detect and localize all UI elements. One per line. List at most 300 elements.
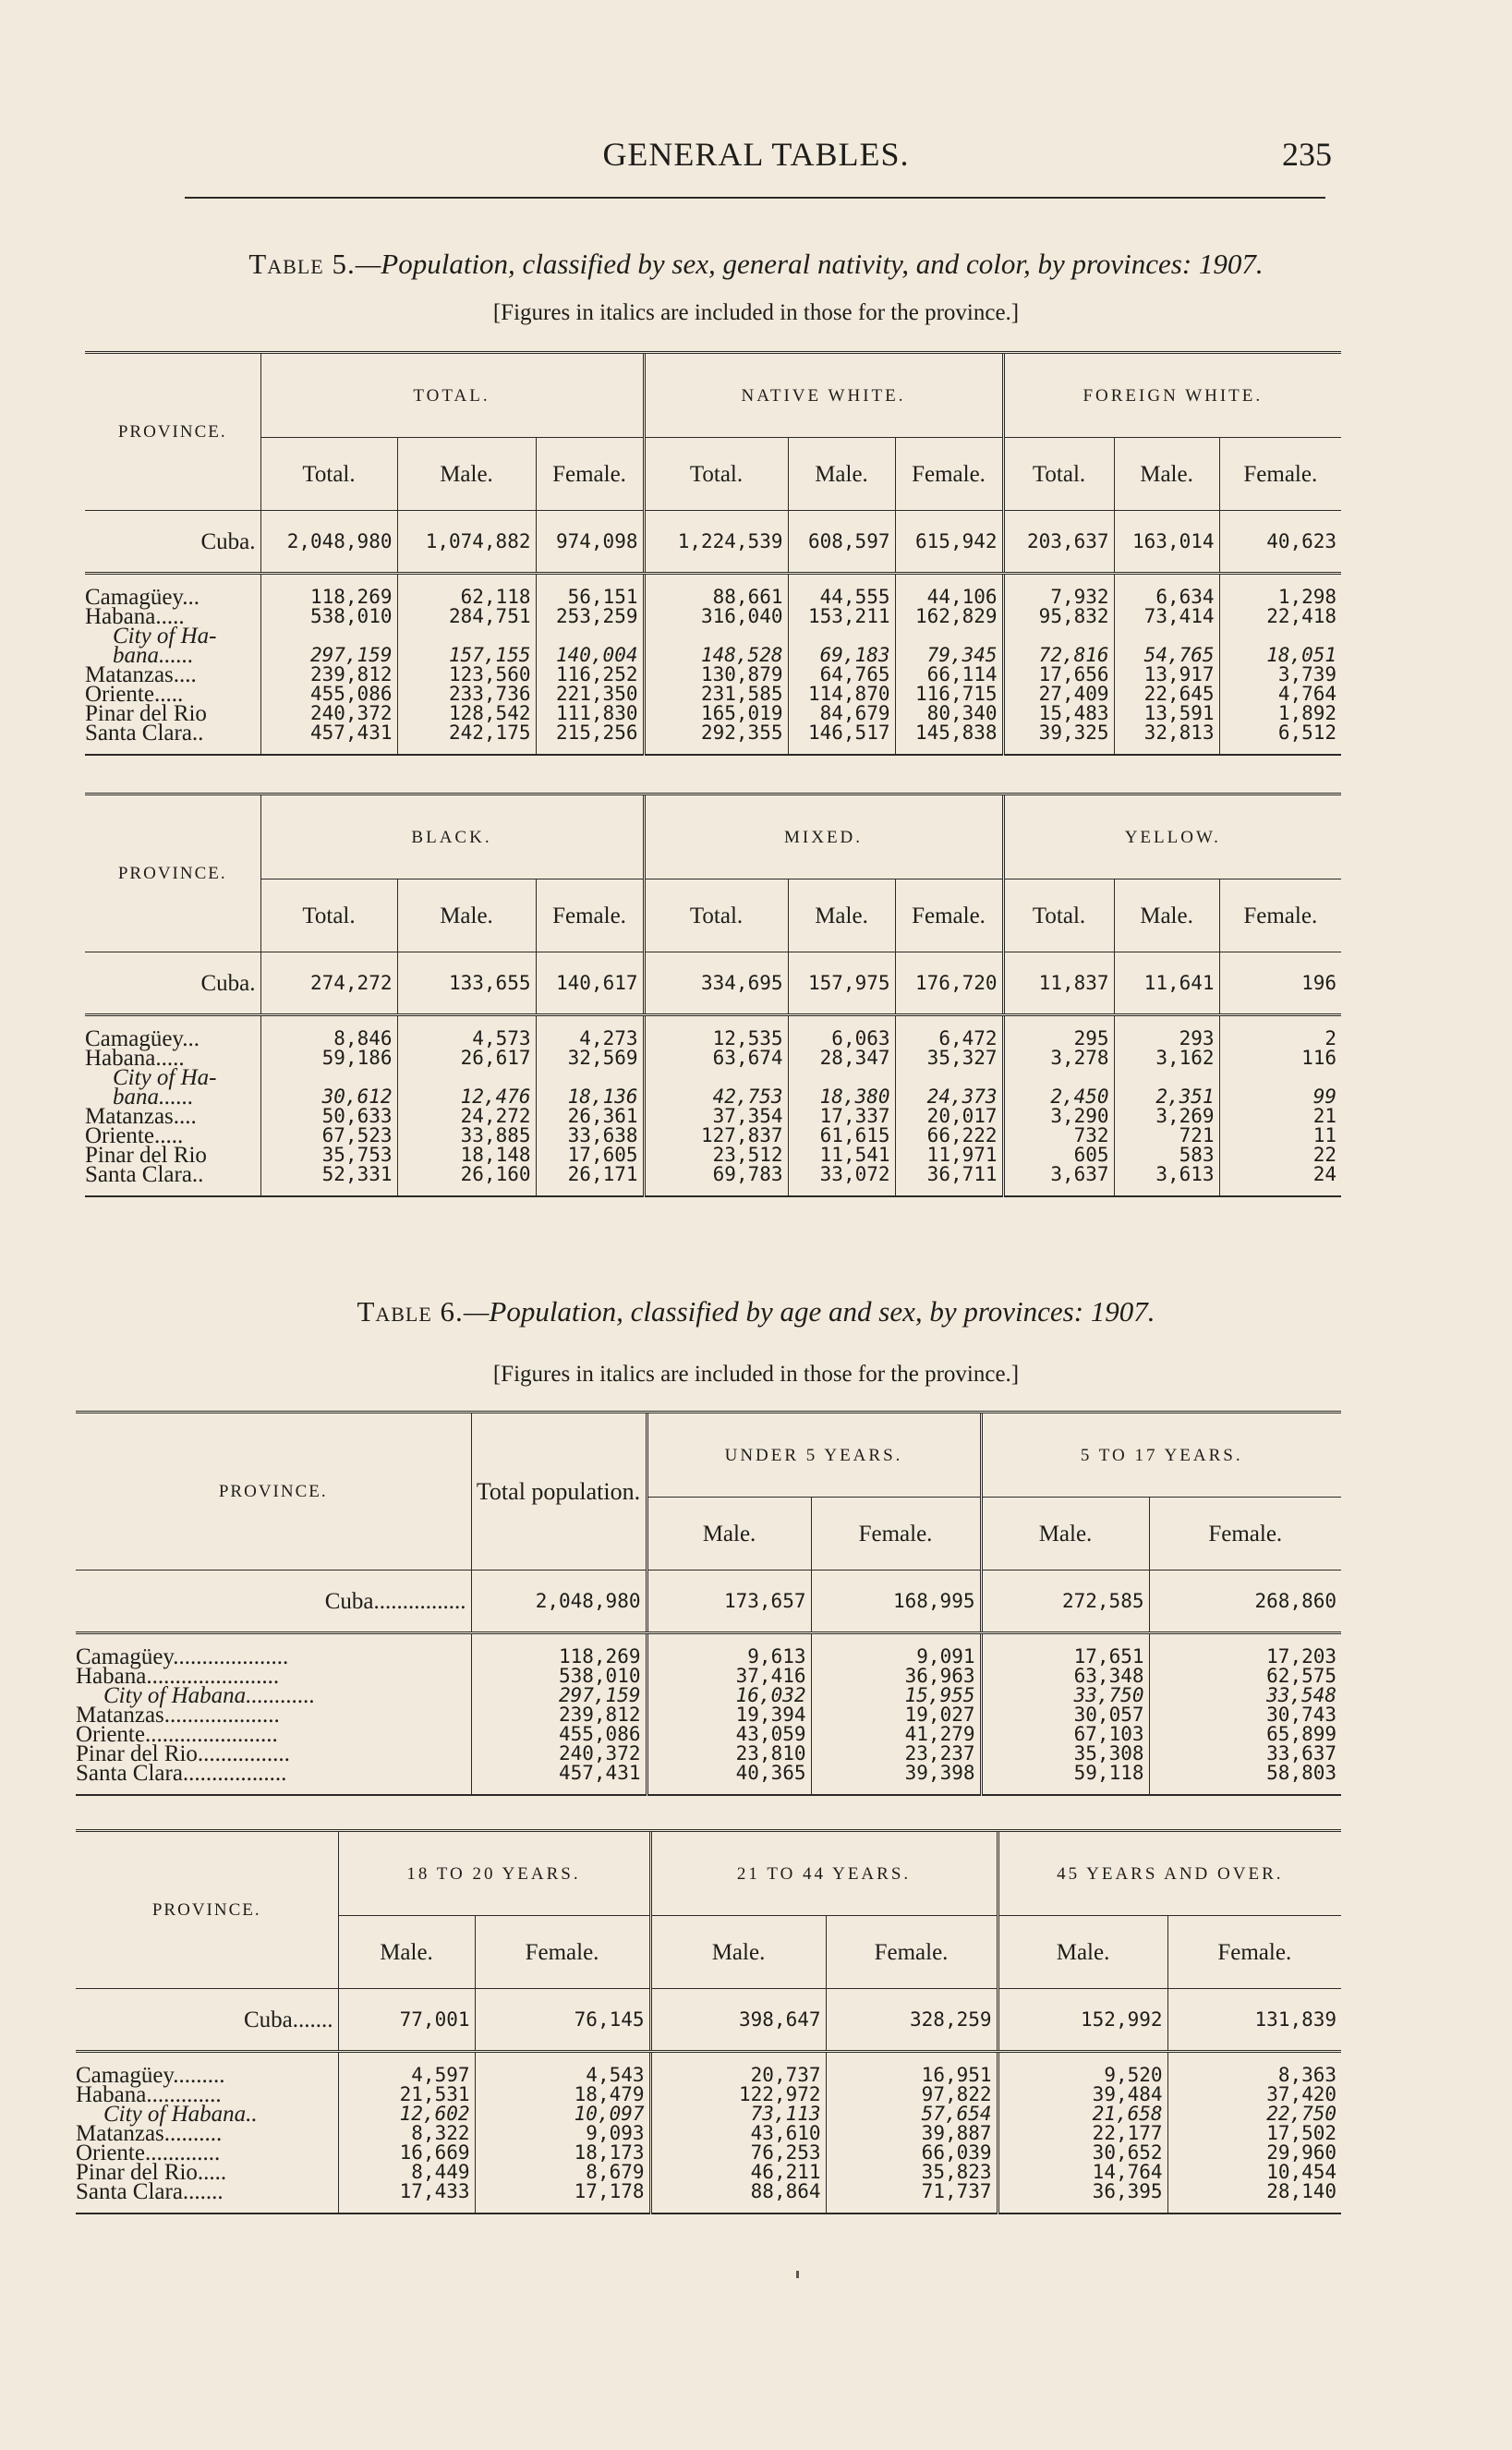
col-header-male: Male. [788, 438, 895, 511]
table-cell: 80,340 [895, 704, 1003, 723]
table-cell: 41,279 [811, 1725, 981, 1744]
table-cell: 14,764 [998, 2163, 1167, 2182]
col-header-male: Male. [981, 1498, 1149, 1571]
table-cell: 43,610 [650, 2124, 826, 2143]
table-cell: 66,039 [826, 2143, 998, 2163]
table-cell: 21,531 [338, 2085, 475, 2104]
col-header-male: Male. [998, 1916, 1167, 1989]
province-name: Cuba................ [76, 1571, 471, 1633]
table-cell: 274,272 [260, 952, 397, 1015]
table-cell: 9,093 [475, 2124, 650, 2143]
table-cell: 36,963 [811, 1667, 981, 1686]
table-cell: 215,256 [536, 723, 644, 755]
head-rule [185, 197, 1325, 199]
table-cell: 32,569 [536, 1049, 644, 1068]
table-row [85, 1015, 1341, 1049]
table-cell: 140,004 [536, 646, 644, 665]
table-cell: 153,211 [788, 607, 895, 626]
table-cell: 118,269 [471, 1633, 647, 1668]
table-cell: 17,502 [1167, 2124, 1341, 2143]
province-name: bana...... [113, 643, 194, 668]
province-name: City of Ha- [113, 624, 217, 649]
province-header: PROVINCE. [76, 1413, 471, 1571]
province-name: Cuba. [85, 511, 260, 574]
province-header: PROVINCE. [85, 794, 260, 952]
province-name: Santa Clara.. [85, 1165, 260, 1196]
table-row [76, 1633, 1341, 1668]
table-cell: 24,373 [895, 1087, 1003, 1107]
table-cell: 233,736 [397, 685, 536, 704]
province-name: Santa Clara....... [76, 2182, 338, 2213]
table-cell: 3,613 [1114, 1165, 1219, 1196]
table-cell: 15,483 [1003, 704, 1114, 723]
group-header-18-to-20: 18 TO 20 YEARS. [338, 1831, 650, 1916]
table-cell [644, 1068, 788, 1087]
table-cell: 76,253 [650, 2143, 826, 2163]
table-cell: 268,860 [1149, 1571, 1341, 1633]
table-cell [1003, 1068, 1114, 1087]
table-cell: 111,830 [536, 704, 644, 723]
table-cell [397, 626, 536, 646]
table-cell: 65,899 [1149, 1725, 1341, 1744]
table-cell: 11,837 [1003, 952, 1114, 1015]
table-cell: 26,171 [536, 1165, 644, 1196]
table-row-cuba [85, 511, 1341, 574]
table-row-cuba [76, 1571, 1341, 1633]
table-cell: 239,812 [471, 1705, 647, 1725]
table-cell: 23,810 [647, 1744, 811, 1764]
table-cell: 62,575 [1149, 1667, 1341, 1686]
table-cell: 328,259 [826, 1989, 998, 2052]
table-cell: 22,750 [1167, 2104, 1341, 2124]
table-cell: 43,059 [647, 1725, 811, 1744]
table-cell: 20,017 [895, 1107, 1003, 1126]
table-cell: 721 [1114, 1126, 1219, 1146]
table-cell: 114,870 [788, 685, 895, 704]
col-header-total: Total. [644, 879, 788, 952]
table-cell: 9,520 [998, 2052, 1167, 2086]
table-cell: 293 [1114, 1015, 1219, 1049]
table-cell: 42,753 [644, 1087, 788, 1107]
province-name: Habana....................... [76, 1664, 280, 1689]
table-row [76, 2143, 1341, 2163]
group-header-black: BLACK. [260, 794, 644, 879]
province-name: Pinar del Rio..... [76, 2160, 227, 2185]
province-name: Cuba....... [76, 1989, 338, 2052]
table6-caption [0, 1295, 1512, 1328]
table-row [85, 574, 1341, 608]
table-row [76, 2124, 1341, 2143]
table-cell: 59,118 [981, 1764, 1149, 1795]
table-cell: 148,528 [644, 646, 788, 665]
table-cell: 4,543 [475, 2052, 650, 2086]
table-cell: 95,832 [1003, 607, 1114, 626]
table-cell: 17,337 [788, 1107, 895, 1126]
table-cell: 72,816 [1003, 646, 1114, 665]
table-cell: 140,617 [536, 952, 644, 1015]
table6-note: [Figures in italics are included in those for the province.] [492, 1362, 1020, 1387]
table-cell: 12,476 [397, 1087, 536, 1107]
table-cell: 2,450 [1003, 1087, 1114, 1107]
table-cell: 123,560 [397, 665, 536, 685]
table-cell: 79,345 [895, 646, 1003, 665]
table-cell: 168,995 [811, 1571, 981, 1633]
table-cell: 11,971 [895, 1146, 1003, 1165]
table-cell: 40,623 [1219, 511, 1341, 574]
table-cell: 18,380 [788, 1087, 895, 1107]
table-cell: 3,278 [1003, 1049, 1114, 1068]
table-cell: 18,148 [397, 1146, 536, 1165]
table-cell: 538,010 [260, 607, 397, 626]
group-header-45-and-over: 45 YEARS AND OVER. [998, 1831, 1341, 1916]
table-cell [260, 626, 397, 646]
col-header-female: Female. [1149, 1498, 1341, 1571]
table-cell: 50,633 [260, 1107, 397, 1126]
table-cell: 24,272 [397, 1107, 536, 1126]
province-name: Camagüey.................... [76, 1644, 289, 1669]
table-cell: 15,955 [811, 1686, 981, 1705]
table-cell: 3,739 [1219, 665, 1341, 685]
table5-title: —Population, classified by sex, general nativity, and color, by provinces: 1907. [355, 248, 1264, 280]
table-cell: 240,372 [471, 1744, 647, 1764]
table-cell [397, 1068, 536, 1087]
group-header-foreign-white: FOREIGN WHITE. [1003, 353, 1341, 438]
province-name: Matanzas.... [85, 1104, 197, 1129]
table-cell: 18,479 [475, 2085, 650, 2104]
table-row [85, 685, 1341, 704]
table-cell: 4,273 [536, 1015, 644, 1049]
table-cell: 608,597 [788, 511, 895, 574]
table-cell: 20,737 [650, 2052, 826, 2086]
table-cell: 239,812 [260, 665, 397, 685]
table-cell: 66,114 [895, 665, 1003, 685]
table-cell: 52,331 [260, 1165, 397, 1196]
table-cell: 19,027 [811, 1705, 981, 1725]
table-cell: 64,765 [788, 665, 895, 685]
table-cell: 17,178 [475, 2182, 650, 2213]
table-cell: 33,072 [788, 1165, 895, 1196]
table-cell: 18,051 [1219, 646, 1341, 665]
table-cell: 30,612 [260, 1087, 397, 1107]
group-header-total: TOTAL. [260, 353, 644, 438]
table-cell: 240,372 [260, 704, 397, 723]
table-cell [644, 626, 788, 646]
group-header-yellow: YELLOW. [1003, 794, 1341, 879]
table-cell: 221,350 [536, 685, 644, 704]
table-cell: 6,063 [788, 1015, 895, 1049]
province-name: Oriente....................... [76, 1722, 278, 1747]
table5-label: Table 5. [248, 248, 356, 280]
table-cell: 37,354 [644, 1107, 788, 1126]
table-cell: 44,555 [788, 574, 895, 608]
table-cell: 62,118 [397, 574, 536, 608]
province-name: Oriente............. [76, 2141, 221, 2165]
table-cell: 8,363 [1167, 2052, 1341, 2086]
table-cell: 146,517 [788, 723, 895, 755]
table-cell [895, 1068, 1003, 1087]
running-head [0, 129, 1512, 185]
table-cell: 16,669 [338, 2143, 475, 2163]
table-cell: 3,269 [1114, 1107, 1219, 1126]
table-cell: 152,992 [998, 1989, 1167, 2052]
col-header-male: Male. [397, 879, 536, 952]
group-header-under-5: UNDER 5 YEARS. [647, 1413, 981, 1498]
table-cell: 33,750 [981, 1686, 1149, 1705]
province-name: Oriente..... [85, 682, 184, 707]
province-name: City of Ha- [113, 1065, 217, 1090]
table-cell: 4,573 [397, 1015, 536, 1049]
table-cell: 457,431 [471, 1764, 647, 1795]
table-cell: 3,162 [1114, 1049, 1219, 1068]
table-row [85, 1068, 1341, 1087]
province-name: Pinar del Rio [85, 701, 207, 726]
table-cell: 162,829 [895, 607, 1003, 626]
table-cell: 22,418 [1219, 607, 1341, 626]
table-cell: 37,420 [1167, 2085, 1341, 2104]
table-cell [788, 626, 895, 646]
table-cell: 1,224,539 [644, 511, 788, 574]
table-cell: 17,656 [1003, 665, 1114, 685]
table-cell: 1,892 [1219, 704, 1341, 723]
table-cell: 17,203 [1149, 1633, 1341, 1668]
table-cell: 84,679 [788, 704, 895, 723]
table-cell: 12,602 [338, 2104, 475, 2124]
col-header-female: Female. [826, 1916, 998, 1989]
table-cell: 615,942 [895, 511, 1003, 574]
table-cell: 69,783 [644, 1165, 788, 1196]
table-cell [1114, 626, 1219, 646]
table-cell: 4,764 [1219, 685, 1341, 704]
table-cell [260, 1068, 397, 1087]
table-cell: 12,535 [644, 1015, 788, 1049]
table-cell [536, 1068, 644, 1087]
table-cell: 17,605 [536, 1146, 644, 1165]
table-cell: 538,010 [471, 1667, 647, 1686]
col-header-female: Female. [1219, 879, 1341, 952]
table-row [85, 1049, 1341, 1068]
table-cell: 176,720 [895, 952, 1003, 1015]
table-cell: 76,145 [475, 1989, 650, 2052]
table-row [76, 2085, 1341, 2104]
table-cell: 231,585 [644, 685, 788, 704]
table-cell: 8,846 [260, 1015, 397, 1049]
table-cell: 29,960 [1167, 2143, 1341, 2163]
table-cell [1003, 626, 1114, 646]
table6-title: —Population, classified by age and sex, by provinces: 1907. [463, 1295, 1155, 1328]
table-row [85, 1126, 1341, 1146]
table-cell: 334,695 [644, 952, 788, 1015]
table-cell: 26,617 [397, 1049, 536, 1068]
table-cell: 6,634 [1114, 574, 1219, 608]
table-row [76, 2163, 1341, 2182]
table-cell: 118,269 [260, 574, 397, 608]
table-cell: 116 [1219, 1049, 1341, 1068]
table-cell: 455,086 [471, 1725, 647, 1744]
col-header-female: Female. [536, 438, 644, 511]
table-cell: 116,715 [895, 685, 1003, 704]
table-cell: 71,737 [826, 2182, 998, 2213]
table-cell: 732 [1003, 1126, 1114, 1146]
table-cell: 35,327 [895, 1049, 1003, 1068]
province-header: PROVINCE. [85, 353, 260, 511]
table-cell: 173,657 [647, 1571, 811, 1633]
col-header-female: Female. [811, 1498, 981, 1571]
table5-note: [Figures in italics are included in those for the province.] [492, 300, 1020, 325]
table-cell: 73,113 [650, 2104, 826, 2124]
province-name: Santa Clara.................. [76, 1764, 471, 1795]
table-row [85, 723, 1341, 755]
table-row-cuba [85, 952, 1341, 1015]
table-cell: 11 [1219, 1126, 1341, 1146]
group-header-5-to-17: 5 TO 17 YEARS. [981, 1413, 1341, 1498]
table-cell: 9,613 [647, 1633, 811, 1668]
table-cell: 284,751 [397, 607, 536, 626]
table-cell: 127,837 [644, 1126, 788, 1146]
table-cell: 13,917 [1114, 665, 1219, 685]
table-row [85, 626, 1341, 646]
table-row [85, 704, 1341, 723]
province-name: Habana..... [85, 1046, 185, 1071]
table5-caption [0, 248, 1512, 281]
table-cell: 30,652 [998, 2143, 1167, 2163]
table-cell: 398,647 [650, 1989, 826, 2052]
province-header: PROVINCE. [76, 1831, 338, 1989]
col-header-total: Total. [260, 879, 397, 952]
table-cell: 33,638 [536, 1126, 644, 1146]
table-cell: 22 [1219, 1146, 1341, 1165]
table-cell: 37,416 [647, 1667, 811, 1686]
province-name: City of Habana.. [103, 2102, 258, 2127]
col-header-female: Female. [1219, 438, 1341, 511]
table-cell: 4,597 [338, 2052, 475, 2086]
table-cell: 67,523 [260, 1126, 397, 1146]
group-header-21-to-44: 21 TO 44 YEARS. [650, 1831, 998, 1916]
table-row [85, 607, 1341, 626]
table-cell: 122,972 [650, 2085, 826, 2104]
province-name: Matanzas.... [85, 662, 197, 687]
table-cell: 39,484 [998, 2085, 1167, 2104]
table-row [85, 665, 1341, 685]
table-cell: 22,645 [1114, 685, 1219, 704]
group-header-mixed: MIXED. [644, 794, 1003, 879]
table6-label: Table 6. [357, 1295, 464, 1328]
table-cell: 17,651 [981, 1633, 1149, 1668]
table-cell: 67,103 [981, 1725, 1149, 1744]
table-cell: 73,414 [1114, 607, 1219, 626]
table-cell: 22,177 [998, 2124, 1167, 2143]
table-cell: 974,098 [536, 511, 644, 574]
province-name: Habana..... [85, 604, 185, 629]
running-head-title: GENERAL TABLES. [602, 136, 910, 173]
table-row [76, 2182, 1341, 2213]
table-cell: 63,674 [644, 1049, 788, 1068]
table-cell: 88,864 [650, 2182, 826, 2213]
province-name: Oriente..... [85, 1123, 184, 1148]
table-cell: 242,175 [397, 723, 536, 755]
table-cell: 77,001 [338, 1989, 475, 2052]
table-cell: 39,887 [826, 2124, 998, 2143]
table-cell: 26,160 [397, 1165, 536, 1196]
col-header-male: Male. [1114, 438, 1219, 511]
table-cell: 116,252 [536, 665, 644, 685]
province-name: Camagüey... [85, 1026, 200, 1051]
col-header-male: Male. [338, 1916, 475, 1989]
table-cell [895, 626, 1003, 646]
table-cell: 36,711 [895, 1165, 1003, 1196]
table-cell: 16,951 [826, 2052, 998, 2086]
col-header-female: Female. [895, 438, 1003, 511]
table-cell: 61,615 [788, 1126, 895, 1146]
table-cell: 33,637 [1149, 1744, 1341, 1764]
table-cell: 145,838 [895, 723, 1003, 755]
table-cell: 292,355 [644, 723, 788, 755]
table-cell: 295 [1003, 1015, 1114, 1049]
table-cell: 28,347 [788, 1049, 895, 1068]
table-cell: 56,151 [536, 574, 644, 608]
table-cell: 10,097 [475, 2104, 650, 2124]
table-cell: 99 [1219, 1087, 1341, 1107]
table-cell: 59,186 [260, 1049, 397, 1068]
col-header-male: Male. [650, 1916, 826, 1989]
table-cell: 165,019 [644, 704, 788, 723]
table-cell: 35,823 [826, 2163, 998, 2182]
col-header-female: Female. [1167, 1916, 1341, 1989]
table-cell: 9,091 [811, 1633, 981, 1668]
table-cell: 21,658 [998, 2104, 1167, 2124]
table-row-cuba [76, 1989, 1341, 2052]
table-cell: 63,348 [981, 1667, 1149, 1686]
page-number: 235 [1282, 136, 1332, 173]
table-cell: 33,885 [397, 1126, 536, 1146]
table-cell: 46,211 [650, 2163, 826, 2182]
table-cell: 18,136 [536, 1087, 644, 1107]
table-cell: 605 [1003, 1146, 1114, 1165]
col-header-male: Male. [397, 438, 536, 511]
table-cell: 1,074,882 [397, 511, 536, 574]
table5-part1 [85, 351, 1341, 756]
table-cell: 32,813 [1114, 723, 1219, 755]
col-header-female: Female. [536, 879, 644, 952]
table-cell: 7,932 [1003, 574, 1114, 608]
table-cell: 58,803 [1149, 1764, 1341, 1795]
table-cell [1114, 1068, 1219, 1087]
table-cell: 28,140 [1167, 2182, 1341, 2213]
province-name: City of Habana............ [103, 1683, 316, 1708]
col-header-total: Total. [1003, 438, 1114, 511]
province-name: Cuba. [85, 952, 260, 1015]
table-cell: 203,637 [1003, 511, 1114, 574]
table-cell: 23,237 [811, 1744, 981, 1764]
table-cell: 2,351 [1114, 1087, 1219, 1107]
col-header-total: Total. [644, 438, 788, 511]
table-cell: 583 [1114, 1146, 1219, 1165]
table-cell [1219, 626, 1341, 646]
table-cell: 3,290 [1003, 1107, 1114, 1126]
col-header-male: Male. [647, 1498, 811, 1571]
table-cell: 6,512 [1219, 723, 1341, 755]
province-name: Pinar del Rio................ [76, 1741, 290, 1766]
table-cell: 30,057 [981, 1705, 1149, 1725]
table-cell: 57,654 [826, 2104, 998, 2124]
col-header-total: Total. [1003, 879, 1114, 952]
table-cell: 316,040 [644, 607, 788, 626]
table-cell: 36,395 [998, 2182, 1167, 2213]
table5-part2 [85, 793, 1341, 1197]
page-mark [796, 2271, 799, 2278]
table-cell: 2,048,980 [260, 511, 397, 574]
table-cell: 88,661 [644, 574, 788, 608]
table-cell: 297,159 [260, 646, 397, 665]
